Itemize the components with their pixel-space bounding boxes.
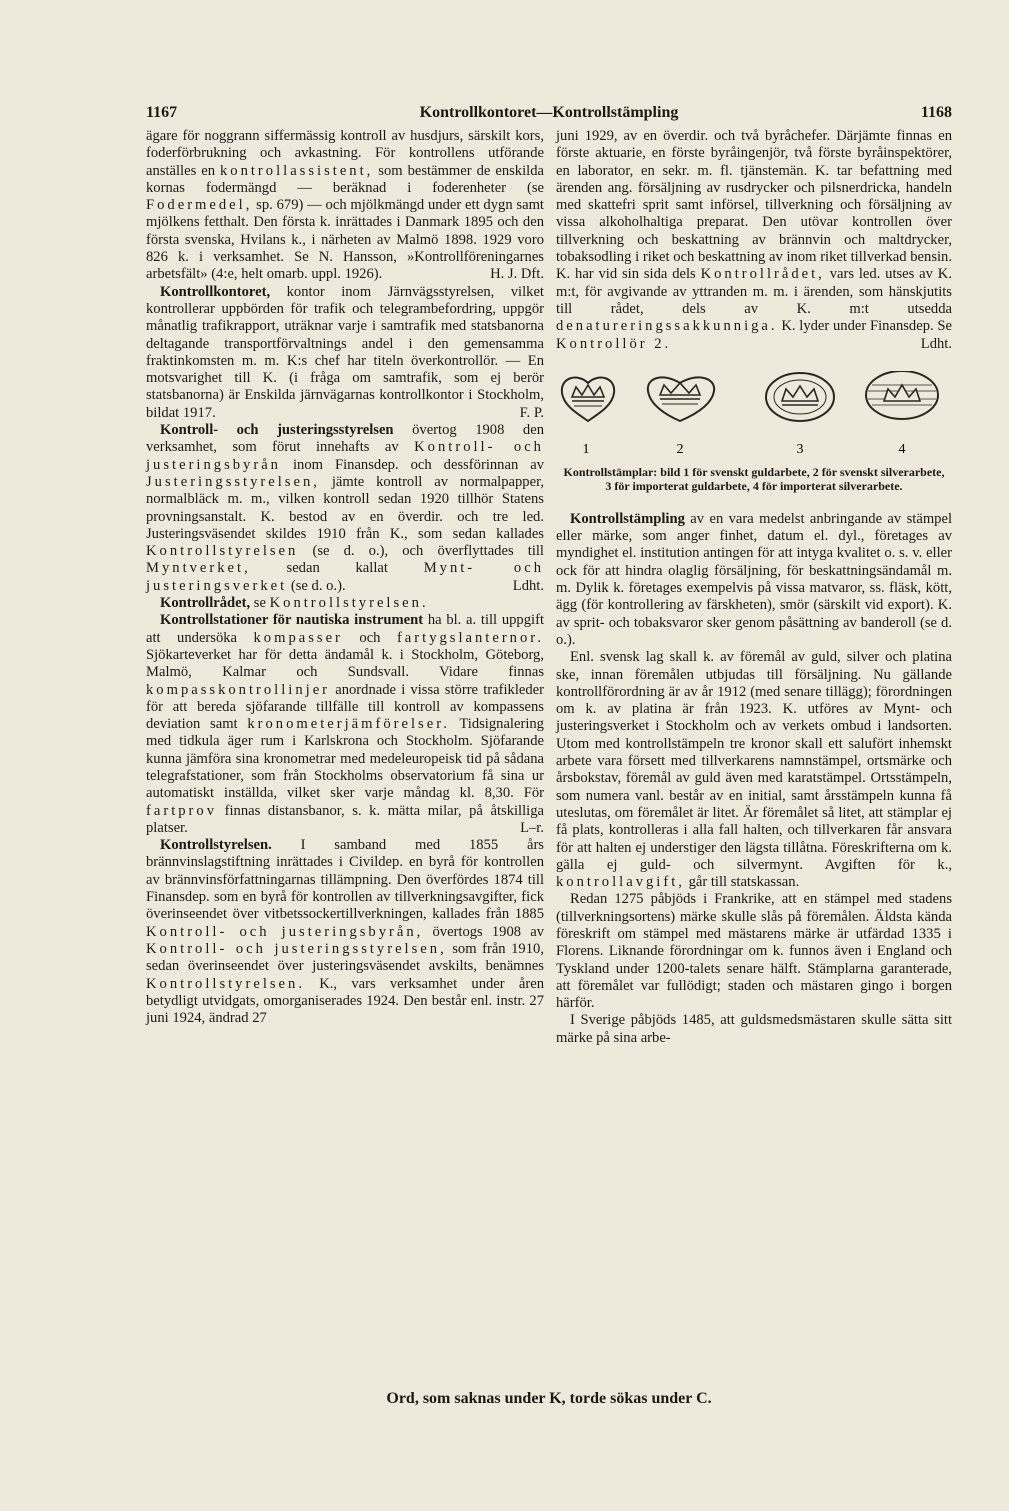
entry-kontrollstationer: Kontrollstationer för nautiska instrument ha bl. a. till uppgift att undersöka kompasser och fartygslanternor. Sjökarteverket har för detta ändamål k. i Stockholm, Göteborg, Malmö, Kalmar och Sundsvall. Vidare finnas kompasskontrollinjer anordnade i vissa större trafikleder för att bereda sjöfarande tillfälle till kontroll av kompassens deviation samt kronometerjämförelser. Tidsignalering med tidkula äger rum i Karlskrona och Stockholm. Sjöfarande kunna jämföra sina kronometrar med medeleuropeisk tid på sådana telegrafstationer, som från Stockholms observatorium få sina ur automatiskt inställda, vilket sker varje måndag kl. 8,30. För fartprov finnas distansbanor, s. k. mätta milar, på åtskilliga platser. L–r. [146, 612, 544, 836]
entry-term: Kontrollstyrelsen. [160, 837, 272, 854]
page-footer-note: Ord, som saknas under K, torde sökas under C. [386, 1390, 712, 1407]
signature: H. J. Dft. [490, 266, 544, 283]
spacer [556, 493, 952, 511]
stamps-illustration [556, 371, 952, 463]
entry-kontrollradet: Kontrollrådet, se Kontrollstyrelsen. [160, 595, 429, 612]
stamp-2-crown-icon [648, 377, 714, 421]
entry-kontrollstampling: Kontrollstämpling av en vara medelst anbringande av stämpel eller märke, som anger finhet, datum el. dyl., företages av myndighet el. institution antingen för att intyga kvalitet o. s. v. eller ock för att hindra olaglig försäljning, för beskattningsändamål m. m. Dylik k. företages exempelvis på vissa matvaror, ss. fläsk, kött, ägg (för kontrollering av färskheten), smör (särskilt vid export). K. av sprit- och tobaksvaror sker genom påsättning av banderoll (se d. o.). [556, 510, 952, 648]
running-title: Kontrollkontoret—Kontrollstämpling [419, 104, 679, 121]
signature: Ldht. [512, 577, 544, 594]
entry-kontrollassistent-text: ägare för noggrann siffermässig kontroll av husdjurs, särskilt kors, foderförbrukning och avkastning. För kontrollens utförande anställes en kontrollassistent, som bestämmer de enskilda kornas fodermängd — beräknad i foderenheter (se Fodermedel, sp. 679) — och mjölkmängd under ett dygn samt mjölkens fetthalt. Den första k. inrättades i Danmark 1895 och den första svenska, Hvilans k., i närheten av Malmö 1898. 1929 voro 826 k. i verksamhet. Se N. Hansson, »Kontrollföreningarnes arbetsfält» (4:e, helt omarb. uppl. 1926). H. J. Dft. [146, 128, 544, 283]
left-column [146, 128, 544, 1027]
paragraph: Enl. svensk lag skall k. av föremål av guld, silver och platina ske, innan föremålen utbjudas till försäljning. Nu gällande kontrollförordning är av år 1912 (med senare tillägg); förordningen om k. av platina är från 1923. K. utföres av Mynt- och justeringsverket i Stockholm och av verkets ombud i landsorten. Utom med kontrollstämpeln tre kronor skall ett salufört inhemskt arbete vara försett med tillverkarens namnstämpel, ortsmärke och årsbokstav, föremål av guld även med karatstämpel. Ortsstämpeln, som numera vanl. består av en initial, samt årsstämpeln kunna få uteslutas, om föremålet är litet. Är föremålet så litet, att stämplar ej få plats, kontrolleras i alla fall halten, och tillverkaren får ansvara för att halten ej understiger den lägsta tillåtna. Föreskrifterna om k. gälla ej guld- och silvermynt. Avgiften för k., kontrollavgift, går till statskassan. [556, 649, 952, 891]
signature: L–r. [520, 819, 544, 836]
stamp-number-4: 4 [898, 441, 906, 457]
entry-term: Kontrollkontoret, [160, 283, 271, 300]
entry-kontrollstyrelsen-cont: juni 1929, av en överdir. och två byråchefer. Därjämte finnas en förste aktuarie, en förste byråingenjör, två förste byråinspektörer, en laborator, en sekr. m. fl. tjänstemän. K. tar befattning med ärenden ang. försäljning av rusdrycker och pilsnerdricka, handeln med skattefri sprit samt införsel, tillverkning och försäljning av vissa alkoholhaltiga preparat. Den utövar kontrollen över tillverkning och beskattning av brännvin och maltdrycker, tobaksodling i riket och beskattning av inom riket tillverkad bensin. K. har vid sin sida dels Kontrollrådet, vars led. utses av K. m:t, för avgivande av yttranden m. m. i ärenden, som hänskjutits till rådet, dels av K. m:t utsedda denatureringssakkunniga. K. lyder under Finansdep. Se Kontrollör 2. Ldht. [556, 128, 952, 352]
page-number-left: 1167 [146, 104, 178, 121]
stamp-number-1: 1 [582, 441, 590, 457]
entry-term: Kontrollrådet, [160, 595, 251, 612]
page-number-right: 1168 [920, 104, 952, 121]
entry-term: Kontroll- och justeringsstyrelsen [160, 422, 394, 439]
entry-kontrollstyrelsen: Kontrollstyrelsen. I samband med 1855 års brännvinslagstiftning inrättades i Civildep. en byrå för kontrollen av brännvinsförfattningarnas tillämpning. Den överfördes 1874 till Finansdep. som en byrå för kontrollen av tillverkningsavgifter, fick överinseendet över vitbetssockertillverkningen, kallades från 1885 Kontroll- och justeringsbyrån, övertogs 1908 av Kontroll- och justeringsstyrelsen, som från 1910, sedan överinseendet över justeringsväsendet avskilts, benämnes Kontrollstyrelsen. K., vars verksamhet under åren betydligt utvidgats, omorganiserades 1924. Den består enl. instr. 27 juni 1924, ändrad 27 [146, 837, 544, 1027]
signature: F. P. [519, 404, 544, 421]
page-header [146, 104, 952, 128]
stamp-4-crown-icon [866, 371, 938, 419]
control-stamps-figure [556, 371, 952, 463]
paragraph: I Sverige påbjöds 1485, att guldsmedsmästaren skulle sätta sitt märke på sina arbe- [556, 1012, 952, 1046]
stamp-1-crown-icon [562, 377, 614, 420]
stamp-3-crown-icon [766, 373, 834, 421]
right-column [556, 128, 952, 1047]
stamp-number-2: 2 [676, 441, 684, 457]
entry-kontrollkontoret: Kontrollkontoret, kontor inom Järnvägsstyrelsen, vilket kontrollerar uppbörden för trafik och telegrambefordring, uppgör månatlig trafikrapport, uträknar varje i samtrafik med statsbanorna deltagande transportförvaltnings andel i den gemensamma fraktinkomsten m. m. K:s chef har titeln överkontrollör. — En motsvarighet till K. (i fråga om samtrafik, som ej berör statsbanorna) är Enskilda järnvägarnas kontrollkontor i Stockholm, bildat 1917. F. P. [146, 283, 544, 421]
paragraph: Redan 1275 påbjöds i Frankrike, att en stämpel med stadens (tillverkningsortens) märke skulle slås på föremålen. Äldsta kända föreskrift om stämpel med mästarens märke är utfärdad 1335 i Florens. Liknande förordningar om k. funnos även i England och Tyskland under 1200-talets senare hälft. Stämplarna garanterade, att föremålet var fullödigt; staden och mästaren gingo i borgen härför. [556, 891, 952, 1012]
entry-term: Kontrollstämpling [570, 510, 685, 527]
entry-term: Kontrollstationer för nautiska instrument [160, 612, 424, 629]
entry-kontroll-och-justeringsstyrelsen: Kontroll- och justeringsstyrelsen övertog 1908 den verksamhet, som förut innehafts av Kontroll- och justeringsbyrån inom Finansdep. och dessförinnan av Justeringsstyrelsen, jämte kontroll av normalpapper, normalbläck m. m., vilken kontroll sedan 1920 tillhör Statens provningsanstalt. K. bestod av en överdir. och tre led. Justeringsväsendet skildes 1910 från K., som sedan kallades Kontrollstyrelsen (se d. o.), och överflyttades till Myntverket, sedan kallat Mynt- och justeringsverket (se d. o.). Ldht. [146, 422, 545, 594]
stamp-number-3: 3 [796, 441, 804, 457]
signature: Ldht. [920, 335, 952, 352]
figure-caption: Kontrollstämplar: bild 1 för svenskt guldarbete, 2 för svenskt silverarbete, 3 för importerat guldarbete, 4 för importerat silverarbete. [563, 464, 945, 493]
